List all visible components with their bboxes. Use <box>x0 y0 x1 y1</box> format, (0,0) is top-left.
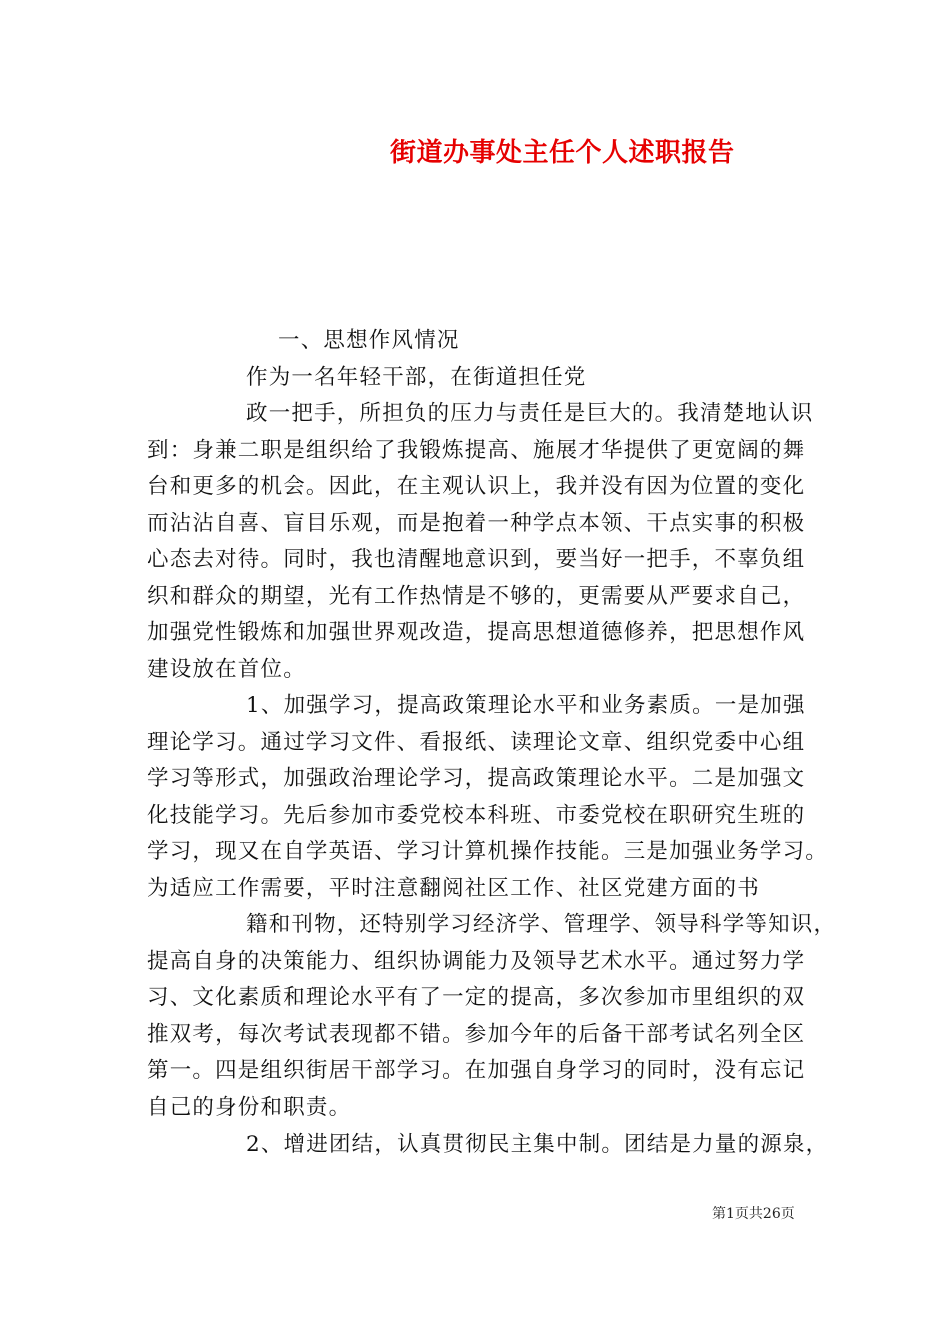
paragraph-line: 心态去对待。同时，我也清醒地意识到，要当好一把手，不辜负组 <box>147 547 806 572</box>
paragraph-line: 台和更多的机会。因此，在主观认识上，我并没有因为位置的变化 <box>147 474 806 499</box>
paragraph-line: 推双考，每次考试表现都不错。参加今年的后备干部考试名列全区 <box>147 1022 806 1047</box>
paragraph-line: 理论学习。通过学习文件、看报纸、读理论文章、组织党委中心组 <box>147 730 806 755</box>
paragraph-line: 建设放在首位。 <box>147 657 306 682</box>
document-title: 街道办事处主任个人述职报告 <box>390 138 735 168</box>
paragraph-line: 自己的身份和职责。 <box>147 1095 352 1120</box>
section-heading: 一、思想作风情况 <box>278 328 460 353</box>
paragraph-line: 1、加强学习，提高政策理论水平和业务素质。一是加强 <box>246 693 806 718</box>
paragraph-line: 籍和刊物，还特别学习经济学、管理学、领导科学等知识， <box>246 912 837 937</box>
paragraph-line: 政一把手，所担负的压力与责任是巨大的。我清楚地认识 <box>246 401 814 426</box>
paragraph-line: 学习，现又在自学英语、学习计算机操作技能。三是加强业务学习。 <box>147 839 829 864</box>
paragraph-line: 为适应工作需要，平时注意翻阅社区工作、社区党建方面的书 <box>147 876 760 901</box>
paragraph-line: 织和群众的期望，光有工作热情是不够的，更需要从严要求自己， <box>147 584 806 609</box>
paragraph-line: 化技能学习。先后参加市委党校本科班、市委党校在职研究生班的 <box>147 803 806 828</box>
paragraph-line: 习、文化素质和理论水平有了一定的提高，多次参加市里组织的双 <box>147 985 806 1010</box>
paragraph-line: 提高自身的决策能力、组织协调能力及领导艺术水平。通过努力学 <box>147 949 806 974</box>
paragraph-line: 到：身兼二职是组织给了我锻炼提高、施展才华提供了更宽阔的舞 <box>147 438 806 463</box>
paragraph-line: 加强党性锻炼和加强世界观改造，提高思想道德修养，把思想作风 <box>147 620 806 645</box>
page-footer: 第1页共26页 <box>712 1206 795 1222</box>
paragraph-line: 而沾沾自喜、盲目乐观，而是抱着一种学点本领、干点实事的积极 <box>147 511 806 536</box>
paragraph-line: 学习等形式，加强政治理论学习，提高政策理论水平。二是加强文 <box>147 766 806 791</box>
paragraph-line: 2、增进团结，认真贯彻民主集中制。团结是力量的源泉， <box>246 1132 829 1157</box>
paragraph-line: 作为一名年轻干部，在街道担任党 <box>246 365 587 390</box>
paragraph-line: 第一。四是组织街居干部学习。在加强自身学习的同时，没有忘记 <box>147 1058 806 1083</box>
